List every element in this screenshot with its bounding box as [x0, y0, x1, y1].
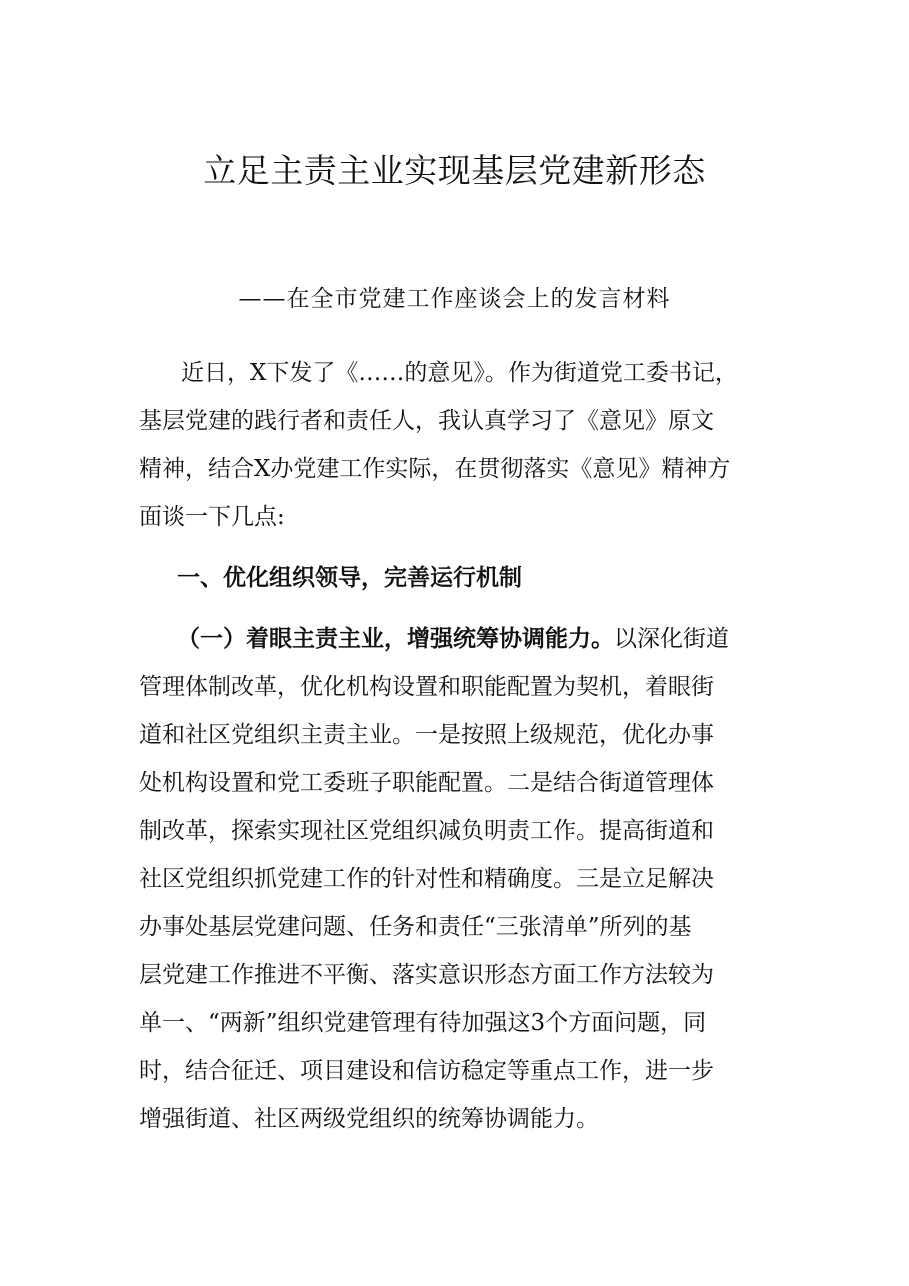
document-subtitle: ——在全市党建工作座谈会上的发言材料 — [238, 286, 671, 312]
subsection-line: 办事处基层党建问题、任务和责任“三张清单”所列的基 — [139, 914, 692, 940]
intro-line: 精神，结合X办党建工作实际，在贯彻落实《意见》精神方 — [139, 456, 731, 482]
subsection-line: 增强街道、社区两级党组织的统筹协调能力。 — [139, 1106, 599, 1132]
subsection-line: 社区党组织抓党建工作的针对性和精确度。三是立足解决 — [139, 866, 714, 892]
subsection-line: 层党建工作推进不平衡、落实意识形态方面工作方法较为 — [139, 962, 714, 988]
subsection-line: 道和社区党组织主责主业。一是按照上级规范，优化办事 — [139, 722, 714, 748]
intro-paragraph — [139, 349, 775, 541]
subsection-lead-line — [139, 615, 775, 663]
subsection-lead-bold: （一）着眼主责主业，增强统筹协调能力。 — [177, 626, 614, 652]
subsection-line: 时，结合征迁、项目建设和信访稳定等重点工作，进一步 — [139, 1058, 714, 1084]
subsection-line: 制改革，探索实现社区党组织减负明责工作。提高街道和 — [139, 818, 714, 844]
subsection-line: 处机构设置和党工委班子职能配置。二是结合街道管理体 — [139, 770, 714, 796]
subsection-lead-rest: 以深化街道 — [614, 626, 729, 652]
intro-line: 近日，X下发了《……的意见》。作为街道党工委书记， — [181, 360, 738, 386]
document-title: 立足主责主业实现基层党建新形态 — [203, 151, 706, 190]
intro-line: 面谈一下几点: — [139, 504, 285, 530]
subsection-line: 单一、“两新”组织党建管理有待加强这3个方面问题，同 — [139, 1010, 707, 1036]
subsection-paragraph — [139, 615, 775, 1143]
intro-line: 基层党建的践行者和责任人，我认真学习了《意见》原文 — [139, 408, 714, 434]
document-body — [139, 349, 775, 1143]
subsection-line: 管理体制改革，优化机构设置和职能配置为契机，着眼街 — [139, 674, 714, 700]
section-heading: 一、优化组织领导，完善运行机制 — [177, 565, 522, 591]
